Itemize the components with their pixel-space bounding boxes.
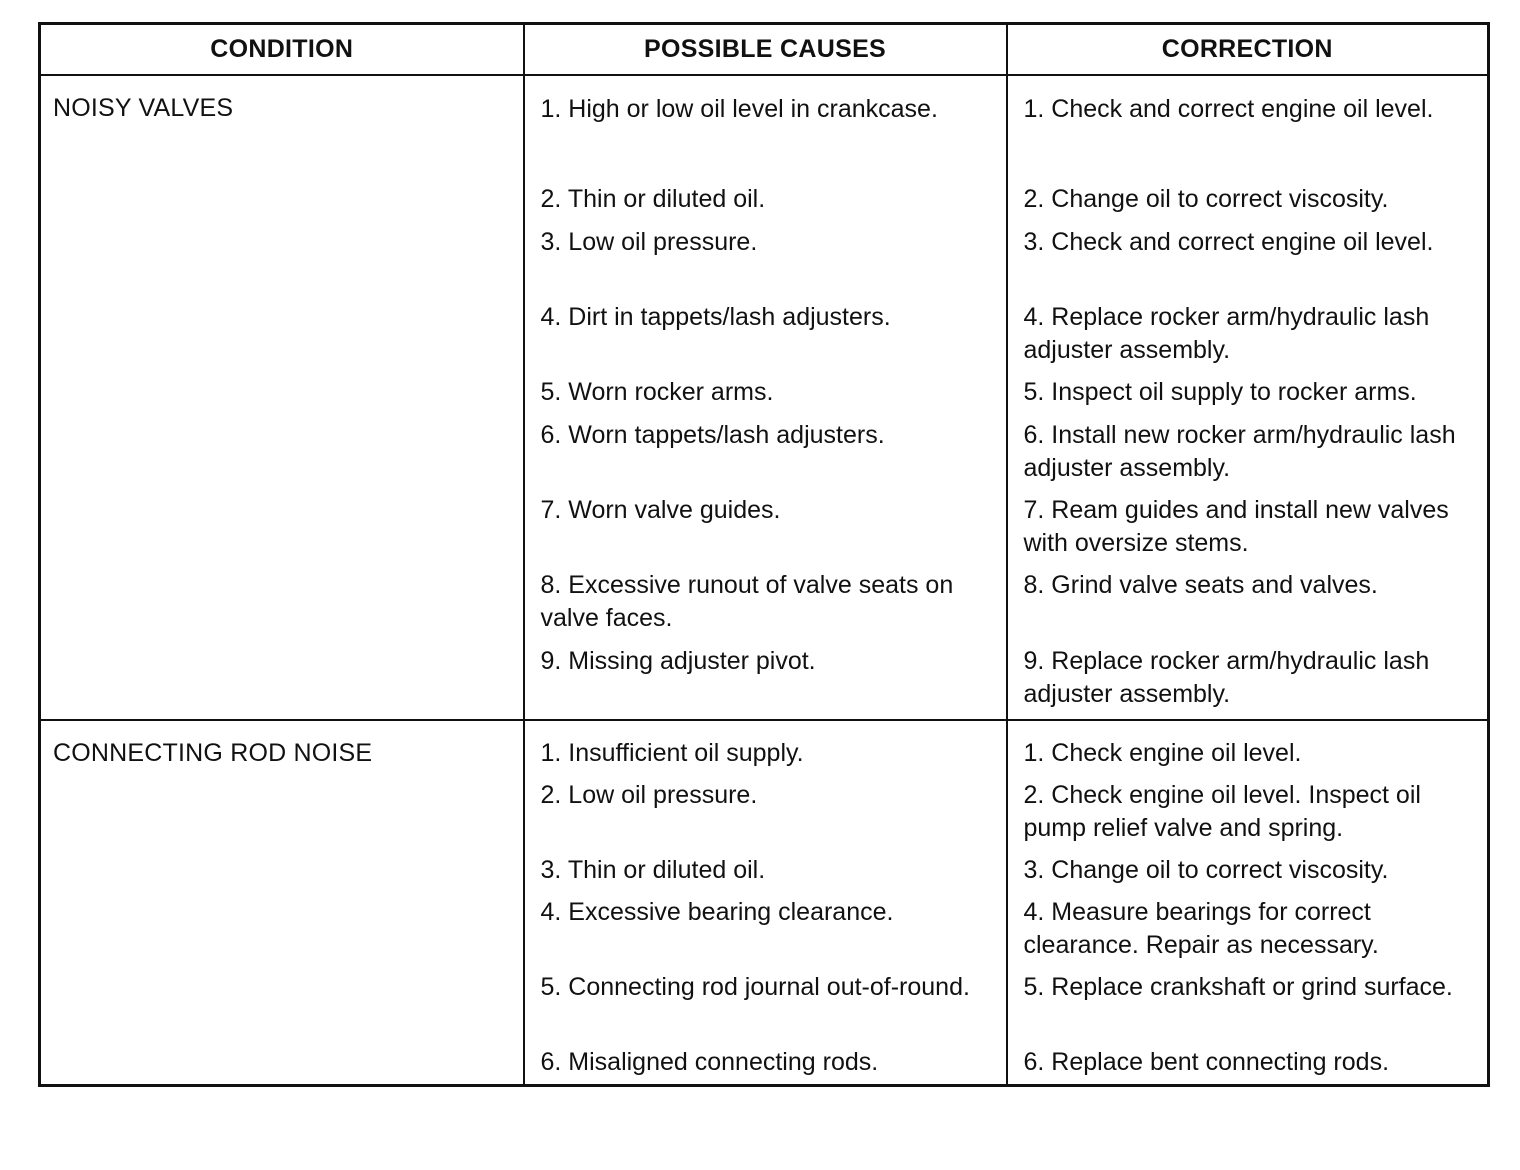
causes-cell: [524, 75, 1007, 720]
correction-item: 1. Check engine oil level.: [1023, 739, 1302, 767]
causes-cell: [524, 720, 1007, 1086]
corrections-cell: [1007, 75, 1489, 720]
correction-item: 1. Check and correct engine oil level.: [1023, 95, 1434, 123]
header-row: [40, 24, 1489, 76]
cause-item: 6. Worn tappets/lash adjusters.: [540, 421, 885, 449]
condition-group-connecting-rod-noise: [40, 720, 1489, 1086]
cause-item: 1. Insufficient oil supply.: [540, 739, 804, 767]
correction-item: 5. Inspect oil supply to rocker arms.: [1023, 378, 1417, 406]
cause-item: 8. Excessive runout of valve seats on valve faces.: [540, 571, 954, 632]
correction-item: 4. Replace rocker arm/hydraulic lash adjuster assembly.: [1023, 303, 1430, 364]
header-possible-causes: POSSIBLE CAUSES: [524, 24, 1007, 76]
cause-item: 2. Thin or diluted oil.: [540, 185, 766, 213]
cause-item: 3. Thin or diluted oil.: [540, 856, 766, 884]
correction-item: 8. Grind valve seats and valves.: [1023, 571, 1378, 599]
cause-item: 7. Worn valve guides.: [540, 496, 781, 524]
header-correction: CORRECTION: [1007, 24, 1489, 76]
condition-group-noisy-valves: [40, 75, 1489, 720]
correction-item: 6. Install new rocker arm/hydraulic lash adjuster assembly.: [1023, 421, 1456, 482]
condition-cell: NOISY VALVES: [40, 75, 524, 720]
cause-item: 5. Worn rocker arms.: [540, 378, 774, 406]
diagnosis-table-container: [38, 22, 1487, 1087]
condition-cell: CONNECTING ROD NOISE: [40, 720, 524, 1086]
cause-item: 5. Connecting rod journal out-of-round.: [540, 973, 970, 1001]
cause-item: 3. Low oil pressure.: [540, 228, 758, 256]
cause-item: 6. Misaligned connecting rods.: [540, 1048, 879, 1076]
cause-item: 2. Low oil pressure.: [540, 781, 758, 809]
cause-item: 9. Missing adjuster pivot.: [540, 647, 816, 675]
diagnosis-table: [38, 22, 1490, 1087]
correction-item: 9. Replace rocker arm/hydraulic lash adjuster assembly.: [1023, 647, 1430, 708]
correction-item: 5. Replace crankshaft or grind surface.: [1023, 973, 1453, 1001]
correction-item: 3. Check and correct engine oil level.: [1023, 228, 1434, 256]
header-condition: CONDITION: [40, 24, 524, 76]
correction-item: 4. Measure bearings for correct clearance. Repair as necessary.: [1023, 898, 1379, 959]
correction-item: 3. Change oil to correct viscosity.: [1023, 856, 1389, 884]
corrections-cell: [1007, 720, 1489, 1086]
cause-item: 4. Excessive bearing clearance.: [540, 898, 894, 926]
correction-item: 2. Change oil to correct viscosity.: [1023, 185, 1389, 213]
correction-item: 7. Ream guides and install new valves with oversize stems.: [1023, 496, 1449, 557]
correction-item: 2. Check engine oil level. Inspect oil pump relief valve and spring.: [1023, 781, 1421, 842]
cause-item: 4. Dirt in tappets/lash adjusters.: [540, 303, 891, 331]
cause-item: 1. High or low oil level in crankcase.: [540, 95, 938, 123]
correction-item: 6. Replace bent connecting rods.: [1023, 1048, 1390, 1076]
